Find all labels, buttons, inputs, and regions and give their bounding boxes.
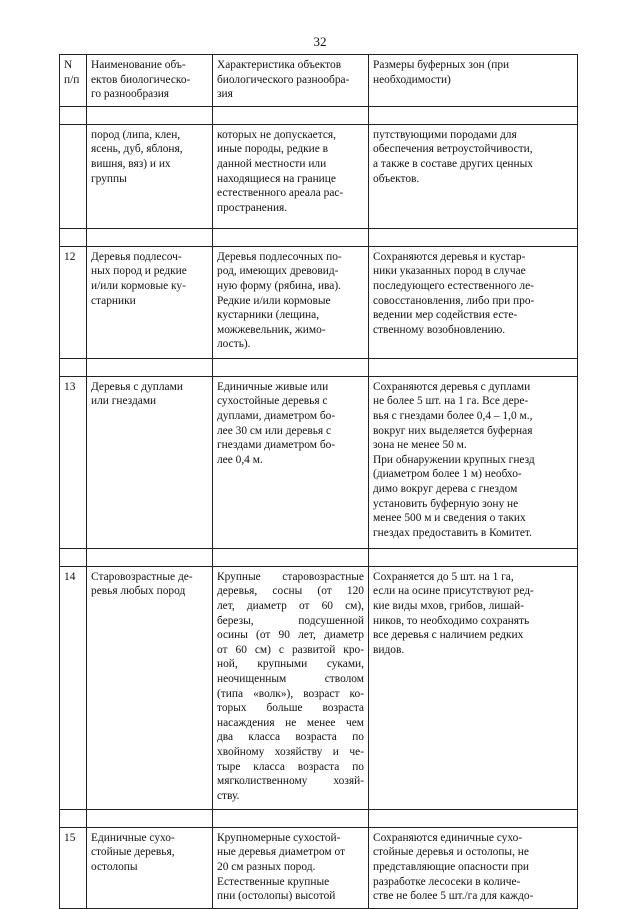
cell-text-line: При обнаружении крупных гнезд	[373, 453, 535, 466]
cell-text-line: остолопы	[91, 860, 138, 873]
cell-text-line: стойные деревья и остолопы, не	[373, 846, 529, 859]
cell-text-line: кие виды мхов, грибов, лишай-	[373, 599, 525, 612]
cell-text-line: видов.	[373, 643, 405, 656]
page-number: 32	[313, 34, 327, 49]
cell-text-line: Старовозрастные де-	[91, 570, 193, 583]
cell-text-line: последующего естественного ле-	[373, 279, 534, 292]
cell-text-line: или гнездами	[91, 395, 157, 408]
cell-text-line: мягколиственному хозяй-	[217, 775, 364, 788]
table-row	[60, 124, 578, 228]
cell-text-line: Сохраняются единичные сухо-	[373, 831, 523, 844]
cell-text-line: неочищенным стволом	[217, 672, 364, 685]
cell-text-line: пни (остолопы) высотой	[217, 890, 336, 903]
cell-text-line: биологического разнообра-	[217, 73, 350, 86]
header-cell-characteristic	[213, 55, 369, 107]
row-number	[60, 566, 87, 809]
cell-text-line: гнездами диаметром бо-	[217, 439, 336, 452]
cell-text-line: деревья, сосны (от 120	[217, 585, 364, 598]
row-object-name	[87, 124, 213, 228]
cell-text-line: лость).	[217, 338, 251, 351]
cell-text-line: зия	[217, 88, 233, 101]
cell-text-line: представляющие опасности при	[373, 860, 529, 873]
cell-text-line: Деревья подлесоч-	[91, 250, 182, 263]
row-characteristic	[213, 827, 369, 908]
row-characteristic	[213, 124, 369, 228]
cell-text-line: березы, подсушенной	[217, 614, 364, 627]
cell-text-line: путствующими породами для	[373, 128, 517, 141]
table-gap-row	[60, 809, 578, 827]
cell-text-line: а также в составе других ценных	[373, 157, 533, 170]
cell-text-line: ников, то необходимо сохранять	[373, 614, 530, 627]
cell-text-line: Крупномерные сухостой-	[217, 831, 341, 844]
cell-text-line: Сохраняются деревья и кустар-	[373, 250, 526, 263]
cell-text-line: Крупные старовозрастные	[217, 570, 364, 583]
cell-text-line: ревья любых пород	[91, 585, 186, 598]
cell-text-line: Естественные крупные	[217, 875, 330, 888]
cell-text-line: Единичные живые или	[217, 380, 329, 393]
cell-text-line: Деревья с дуплами	[91, 380, 183, 393]
cell-text-line: зона не менее 50 м.	[373, 439, 467, 452]
cell-text-line: стве не более 5 шт./га для каждо-	[373, 890, 534, 903]
cell-text-line: стойные деревья,	[91, 846, 175, 859]
cell-text-line: п/п	[64, 73, 80, 86]
cell-text-line: кустарники (лещина,	[217, 309, 320, 322]
cell-text-line: 15	[64, 831, 76, 844]
table-gap-row	[60, 358, 578, 376]
table-row	[60, 566, 578, 809]
cell-text-line: лее 0,4 м.	[217, 453, 263, 466]
cell-text-line: тыре класса возраста по	[217, 760, 364, 773]
row-buffer-zone	[369, 827, 578, 908]
cell-text-line: сухостойные деревья с	[217, 395, 328, 408]
cell-text-line: лет, диаметр от 60 см),	[217, 599, 364, 612]
cell-text-line: Деревья подлесочных по-	[217, 250, 342, 263]
cell-text-line: осины (от 90 лет, диаметр	[217, 629, 364, 642]
cell-text-line: вокруг них выделяется буферная	[373, 424, 533, 437]
cell-text-line: дуплами, диаметром бо-	[217, 409, 336, 422]
cell-text-line: 13	[64, 380, 76, 393]
cell-text-line: иные породы, редкие в	[217, 143, 329, 156]
cell-text-line: Характеристика объектов	[217, 59, 342, 71]
cell-text-line: не более 5 шт. на 1 га. Все дере-	[373, 395, 529, 408]
row-buffer-zone	[369, 124, 578, 228]
cell-text-line: торых больше возраста	[217, 702, 364, 715]
row-characteristic	[213, 246, 369, 358]
cell-text-line: все деревья с наличием редких	[373, 629, 524, 642]
cell-text-line: объектов.	[373, 172, 420, 185]
cell-text-line: можжевельник, жимо-	[217, 323, 326, 336]
cell-text-line: Единичные сухо-	[91, 831, 175, 844]
cell-text-line: насаждения не менее чем	[217, 716, 364, 729]
table-gap-row	[60, 228, 578, 246]
header-cell-number	[60, 55, 87, 107]
table-row	[60, 376, 578, 548]
cell-text-line: Редкие и/или кормовые	[217, 294, 331, 307]
cell-text-line: пространения.	[217, 201, 288, 214]
cell-text-line: ству.	[217, 789, 240, 802]
cell-text-line: пород (липа, клен,	[91, 128, 181, 141]
cell-text-line: данной местности или	[217, 157, 327, 170]
cell-text-line: группы	[91, 172, 127, 185]
cell-text-line: естественного ареала рас-	[217, 187, 344, 200]
table-row	[60, 827, 578, 908]
cell-text-line: Размеры буферных зон (при	[373, 59, 510, 71]
cell-text-line: если на осине присутствуют ред-	[373, 585, 534, 598]
cell-text-line: ной, крупными суками,	[217, 658, 364, 671]
cell-text-line: которых не допускается,	[217, 128, 336, 141]
header-cell-name	[87, 55, 213, 107]
cell-text-line: ные деревья диаметром от	[217, 846, 345, 859]
cell-text-line: находящиеся на границе	[217, 172, 336, 185]
header-cell-buffer-zone	[369, 55, 578, 107]
table-row	[60, 246, 578, 358]
row-object-name	[87, 827, 213, 908]
cell-text-line: го разнообразия	[91, 88, 170, 101]
cell-text-line: вишня, вяз) и их	[91, 157, 171, 170]
row-number	[60, 827, 87, 908]
cell-text-line: старники	[91, 294, 136, 307]
cell-text-line: ную форму (рябина, ива).	[217, 279, 341, 292]
cell-text-line: совосстановления, либо при про-	[373, 294, 535, 307]
cell-text-line: разработке лесосеки в количе-	[373, 875, 521, 888]
cell-text-line: Сохраняется до 5 шт. на 1 га,	[373, 570, 514, 583]
cell-text-line: ники указанных пород в случае	[373, 265, 526, 278]
cell-text-line: вья с гнездами более 0,4 – 1,0 м.,	[373, 409, 533, 422]
biodiversity-objects-table	[59, 54, 578, 909]
cell-text-line: N	[64, 59, 73, 71]
cell-text-line: менее 500 м и сведения о таких	[373, 512, 526, 525]
row-object-name	[87, 566, 213, 809]
cell-text-line: Сохраняются деревья с дуплами	[373, 380, 531, 393]
cell-text-line: (типа «волк»), возраст ко-	[217, 687, 364, 700]
row-number	[60, 124, 87, 228]
cell-text-line: ственному возобновлению.	[373, 323, 506, 336]
table-gap-row	[60, 548, 578, 566]
row-characteristic	[213, 566, 369, 809]
cell-text-line: гнездах предоставить в Комитет.	[373, 526, 532, 539]
row-object-name	[87, 246, 213, 358]
cell-text-line: хвойному хозяйству и че-	[217, 745, 364, 758]
cell-text-line: лее 30 см или деревья с	[217, 424, 332, 437]
cell-text-line: род, имеющих древовид-	[217, 265, 339, 278]
row-number	[60, 246, 87, 358]
row-buffer-zone	[369, 246, 578, 358]
cell-text-line: (диаметром более 1 м) необхо-	[373, 468, 522, 481]
cell-text-line: ных пород и редкие	[91, 265, 187, 278]
row-buffer-zone	[369, 566, 578, 809]
row-number	[60, 376, 87, 548]
table-gap-row	[60, 106, 578, 124]
cell-text-line: ясень, дуб, яблоня,	[91, 143, 183, 156]
cell-text-line: необходимости)	[373, 73, 451, 86]
cell-text-line: 12	[64, 250, 76, 263]
table-header-row	[60, 55, 578, 107]
row-object-name	[87, 376, 213, 548]
cell-text-line: 20 см разных пород.	[217, 860, 316, 873]
cell-text-line: от 60 см) с развитой кро-	[217, 643, 364, 656]
cell-text-line: два класса возраста по	[217, 731, 364, 744]
row-buffer-zone	[369, 376, 578, 548]
cell-text-line: димо вокруг дерева с гнездом	[373, 482, 518, 495]
row-characteristic	[213, 376, 369, 548]
cell-text-line: и/или кормовые ку-	[91, 279, 186, 292]
cell-text-line: ведении мер содействия есте-	[373, 309, 518, 322]
cell-text-line: ектов биологическо-	[91, 73, 191, 86]
cell-text-line: 14	[64, 570, 76, 583]
cell-text-line: установить буферную зону не	[373, 497, 519, 510]
cell-text-line: Наименование объ-	[91, 59, 186, 71]
cell-text-line: обеспечения ветроустойчивости,	[373, 143, 533, 156]
